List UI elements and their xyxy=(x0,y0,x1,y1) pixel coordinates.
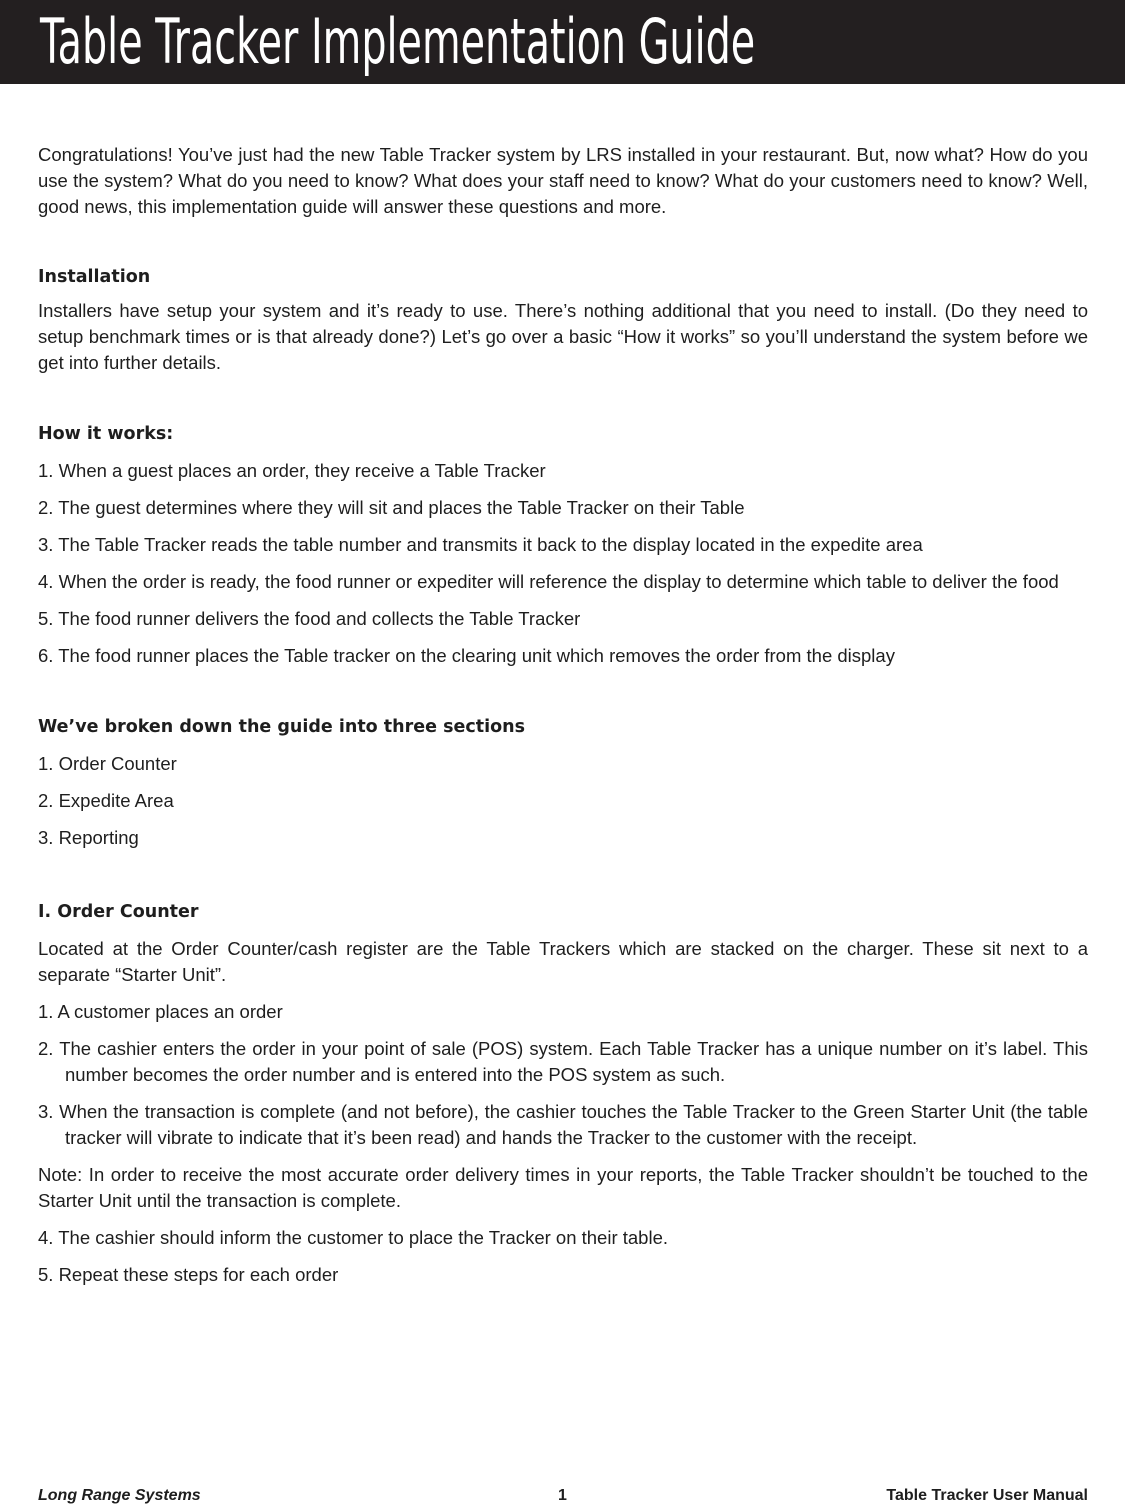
how-it-works-step-2: 2. The guest determines where they will sit and places the Table Tracker on their Table xyxy=(38,497,745,518)
page-title: Table Tracker Implementation Guide xyxy=(40,5,756,78)
how-it-works-step-6: 6. The food runner places the Table tracker on the clearing unit which removes the order from the display xyxy=(38,645,895,666)
header-bar xyxy=(0,0,1125,84)
footer-manual-title: Table Tracker User Manual xyxy=(886,1487,1088,1504)
order-counter-step-2: 2. The cashier enters the order in your point of sale (POS) system. Each Table Tracker has a unique number on it’s label. This number becomes the order number and is entered into the POS system as such. xyxy=(38,1038,1088,1085)
footer-company: Long Range Systems xyxy=(38,1487,201,1504)
section-item-order-counter: 1. Order Counter xyxy=(38,753,177,774)
page-footer xyxy=(38,1484,1088,1508)
order-counter-step-4: 4. The cashier should inform the customer to place the Tracker on their table. xyxy=(38,1227,669,1248)
how-it-works-step-3: 3. The Table Tracker reads the table number and transmits it back to the display located in the expedite area xyxy=(38,534,923,555)
installation-paragraph: Installers have setup your system and it’s ready to use. There’s nothing additional that you need to install. (Do they need to setup benchmark times or is that already done?) Let’s go over a basic “How it works” so you’ll understand the system before we get into further details. xyxy=(38,300,1088,373)
order-counter-note: Note: In order to receive the most accurate order delivery times in your reports, the Table Tracker shouldn’t be touched to the Starter Unit until the transaction is complete. xyxy=(38,1164,1088,1211)
section-item-expedite-area: 2. Expedite Area xyxy=(38,790,174,811)
order-counter-step-5: 5. Repeat these steps for each order xyxy=(38,1264,339,1285)
sections-heading: We’ve broken down the guide into three sections xyxy=(38,717,526,737)
order-counter-intro: Located at the Order Counter/cash register are the Table Trackers which are stacked on the charger. These sit next to a separate “Starter Unit”. xyxy=(38,938,1088,985)
order-counter-step-1: 1. A customer places an order xyxy=(38,1001,283,1022)
installation-heading: Installation xyxy=(38,267,151,287)
footer-page-number: 1 xyxy=(558,1487,567,1504)
section-item-reporting: 3. Reporting xyxy=(38,827,139,848)
how-it-works-step-4: 4. When the order is ready, the food runner or expediter will reference the display to determine which table to deliver the food xyxy=(38,571,1059,592)
order-counter-heading: I. Order Counter xyxy=(38,902,199,922)
how-it-works-step-5: 5. The food runner delivers the food and collects the Table Tracker xyxy=(38,608,581,629)
order-counter-step-3: 3. When the transaction is complete (and not before), the cashier touches the Table Tracker to the Green Starter Unit (the table tracker will vibrate to indicate that it’s been read) and hands the Tracker to the customer with the receipt. xyxy=(38,1101,1088,1148)
how-it-works-step-1: 1. When a guest places an order, they receive a Table Tracker xyxy=(38,460,546,481)
how-it-works-heading: How it works: xyxy=(38,424,174,444)
intro-paragraph: Congratulations! You’ve just had the new Table Tracker system by LRS installed in your restaurant. But, now what? How do you use the system? What do you need to know? What does your staff need to know? What do your customers need to know? Well, good news, this implementation guide will answer these questions and more. xyxy=(38,144,1088,217)
document-body xyxy=(38,142,1088,1288)
